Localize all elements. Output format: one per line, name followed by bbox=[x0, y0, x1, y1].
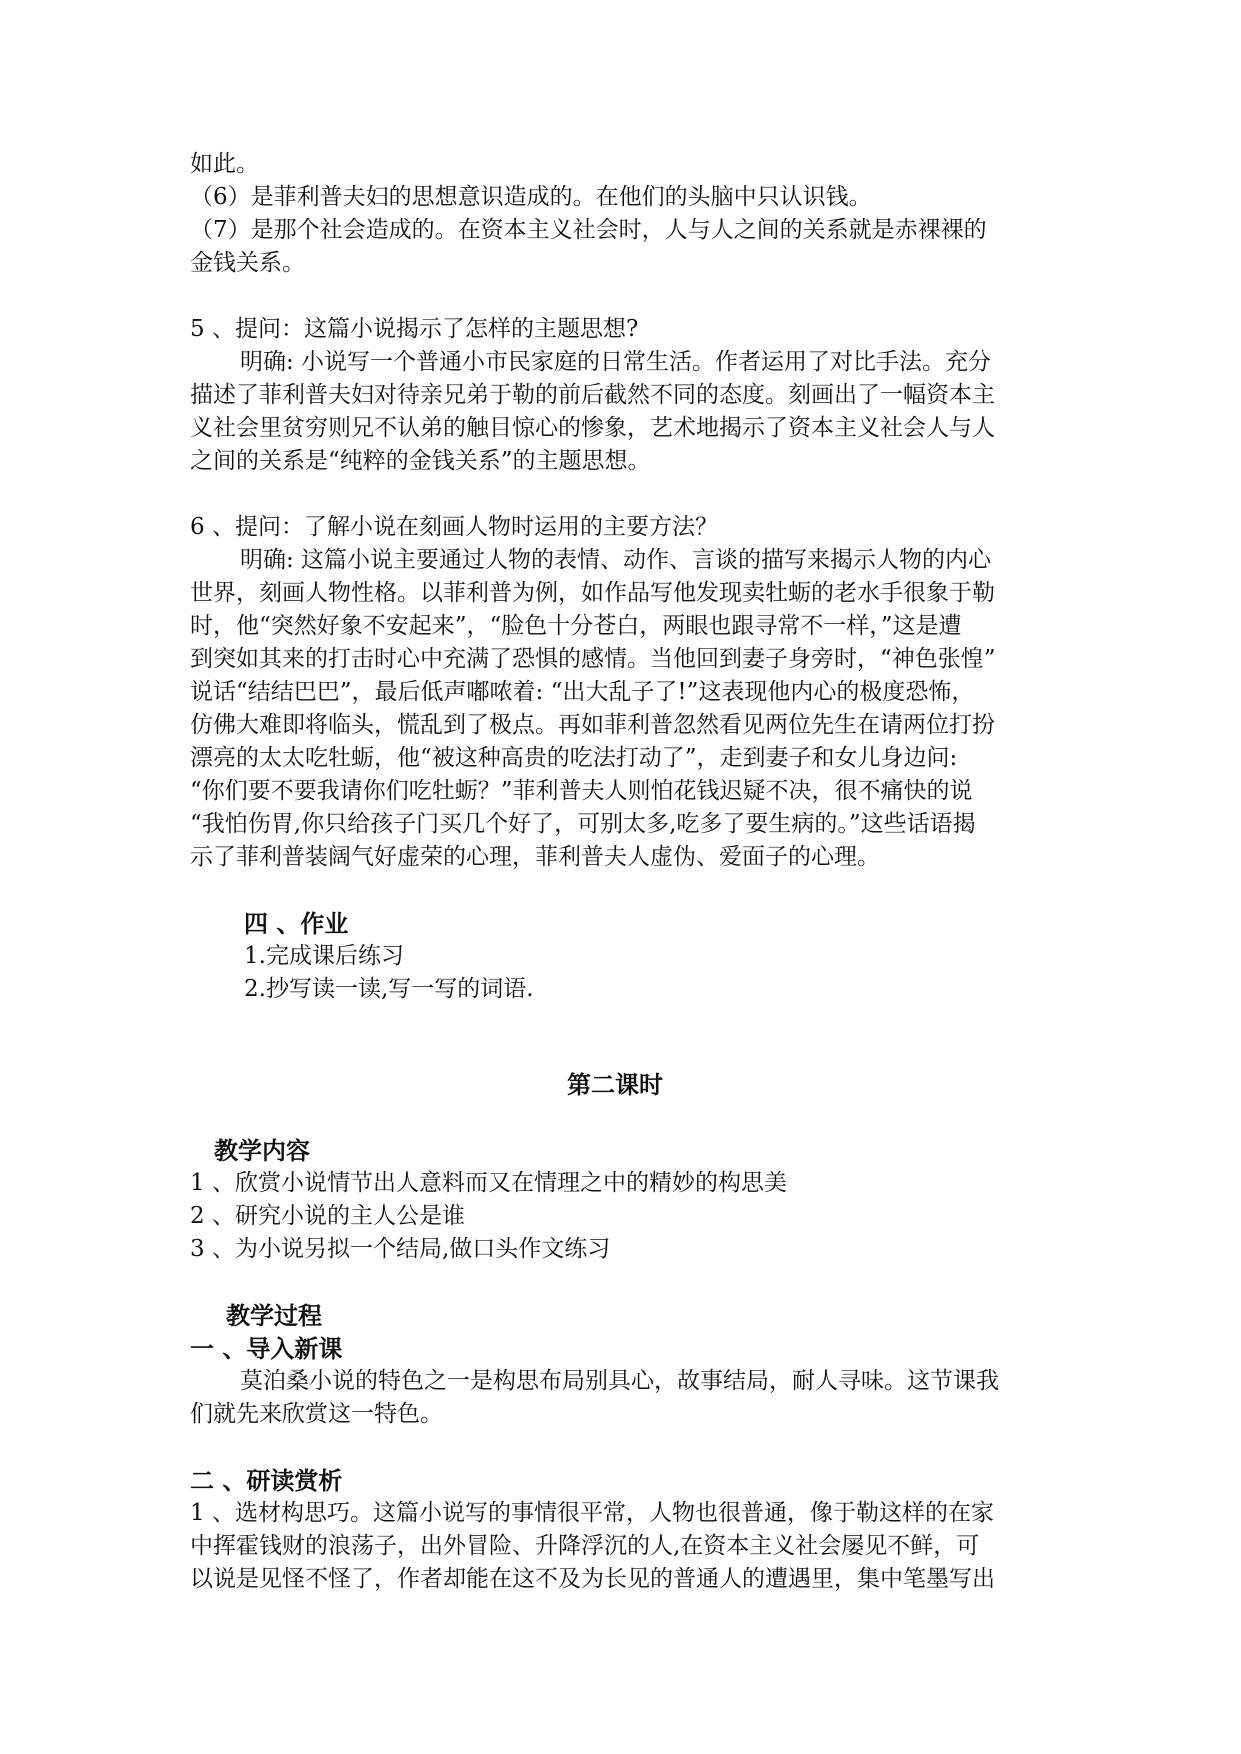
text-line: （7）是那个社会造成的。在资本主义社会时，人与人之间的关系就是赤裸裸的 bbox=[190, 217, 987, 243]
answer-line: 说话“结结巴巴”，最后低声嘟哝着: “出大乱子了!”这表现他内心的极度恐怖， bbox=[190, 679, 975, 705]
question-6 bbox=[190, 511, 1070, 874]
lesson-title: 第二课时 bbox=[567, 1070, 663, 1099]
answer-continuation bbox=[190, 148, 1070, 280]
teaching-process-heading: 教学过程 bbox=[226, 1301, 322, 1330]
text-line: 金钱关系。 bbox=[190, 250, 305, 276]
question-text: 6 、提问：了解小说在刻画人物时运用的主要方法？ bbox=[190, 514, 718, 540]
answer-line: 之间的关系是“纯粹的金钱关系”的主题思想。 bbox=[190, 448, 651, 474]
content-item: 3 、为小说另拟一个结局,做口头作文练习 bbox=[190, 1236, 611, 1262]
question-text: 5 、提问：这篇小说揭示了怎样的主题思想? bbox=[190, 316, 639, 342]
content-item: 1 、欣赏小说情节出人意料而又在情理之中的精妙的构思美 bbox=[190, 1170, 787, 1196]
answer-line: 明确: 小说写一个普通小市民家庭的日常生活。作者运用了对比手法。充分 bbox=[240, 349, 992, 375]
intro-heading: 一 、导入新课 bbox=[190, 1334, 343, 1363]
question-5 bbox=[190, 313, 1070, 478]
answer-line: 时，他“突然好象不安起来”，“脸色十分苍白，两眼也跟寻常不一样，”这是遭 bbox=[190, 613, 962, 639]
content-item: 2 、研究小说的主人公是谁 bbox=[190, 1203, 465, 1229]
analysis-line: 以说是见怪不怪了，作者却能在这不及为长见的普通人的遭遇里，集中笔墨写出 bbox=[190, 1566, 995, 1592]
homework-section bbox=[190, 907, 1070, 1006]
analysis-line: 1 、选材构思巧。这篇小说写的事情很平常，人物也很普通，像于勒这样的在家 bbox=[190, 1500, 994, 1526]
answer-line: 漂亮的太太吃牡蛎，他“被这种高贵的吃法打动了”，走到妻子和女儿身边问: bbox=[190, 745, 958, 771]
answer-line: 世界，刻画人物性格。以菲利普为例，如作品写他发现卖牡蛎的老水手很象于勒 bbox=[190, 580, 995, 606]
answer-line: “我怕伤胃,你只给孩子门买几个好了，可别太多,吃多了要生病的。”这些话语揭 bbox=[190, 811, 976, 837]
intro-line: 莫泊桑小说的特色之一是构思布局别具心，故事结局，耐人寻味。这节课我 bbox=[240, 1368, 999, 1394]
answer-line: 到突如其来的打击时心中充满了恐惧的感情。当他回到妻子身旁时，“神色张惶” bbox=[190, 646, 996, 672]
text-line: 如此。 bbox=[190, 151, 259, 177]
teaching-content-section bbox=[190, 1134, 1070, 1266]
homework-item: 2.抄写读一读,写一写的词语. bbox=[244, 976, 534, 1002]
teaching-content-heading: 教学内容 bbox=[214, 1136, 310, 1165]
answer-line: “你们要不要我请你们吃牡蛎？”菲利普夫人则怕花钱迟疑不决，很不痛快的说 bbox=[190, 778, 973, 804]
homework-heading: 四 、作业 bbox=[244, 909, 349, 938]
intro-line: 们就先来欣赏这一特色。 bbox=[190, 1401, 443, 1427]
answer-line: 描述了菲利普夫妇对待亲兄弟于勒的前后截然不同的态度。刻画出了一幅资本主 bbox=[190, 382, 995, 408]
answer-line: 义社会里贫穷则兄不认弟的触目惊心的惨象，艺术地揭示了资本主义社会人与人 bbox=[190, 415, 995, 441]
homework-item: 1.完成课后练习 bbox=[244, 943, 404, 969]
answer-line: 仿佛大难即将临头，慌乱到了极点。再如菲利普忽然看见两位先生在请两位打扮 bbox=[190, 712, 995, 738]
teaching-process-section bbox=[190, 1299, 1070, 1596]
answer-line: 明确: 这篇小说主要通过人物的表情、动作、言谈的描写来揭示人物的内心 bbox=[240, 547, 992, 573]
analysis-line: 中挥霍钱财的浪荡子，出外冒险、升降浮沉的人,在资本主义社会屡见不鲜，可 bbox=[190, 1533, 980, 1559]
text-line: （6）是菲利普夫妇的思想意识造成的。在他们的头脑中只认识钱。 bbox=[190, 184, 872, 210]
answer-line: 示了菲利普装阔气好虚荣的心理，菲利普夫人虚伪、爱面子的心理。 bbox=[190, 844, 880, 870]
document-body bbox=[190, 148, 1070, 1596]
analysis-heading: 二 、研读赏析 bbox=[190, 1466, 343, 1495]
